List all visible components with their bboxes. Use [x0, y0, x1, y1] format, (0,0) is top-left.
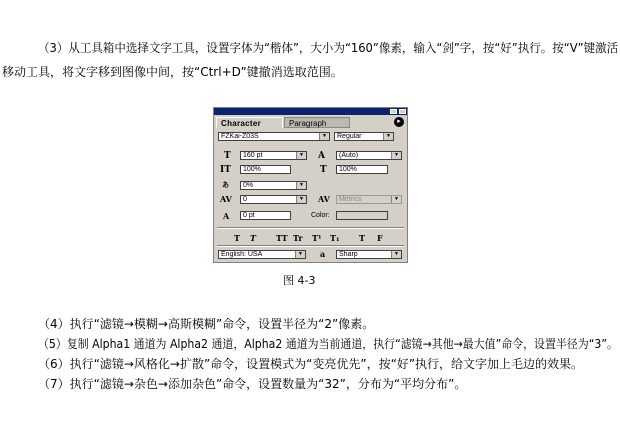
close-icon[interactable] — [399, 109, 406, 114]
leading-value: (Auto) — [339, 152, 359, 159]
baseline-shift-field[interactable] — [240, 211, 291, 220]
paragraph-5: （5）复制 Alpha1 通道为 Alpha2 通道，Alpha2 通道为当前通道，执行“滤镜→其他→最大值”命令，设置半径为“3”。 — [38, 337, 618, 351]
chevron-down-icon: ▼ — [296, 152, 306, 159]
palette-menu-icon[interactable]: ▸ — [394, 117, 404, 127]
baseline-shift-value: 0 pt — [243, 212, 255, 219]
language-select[interactable] — [218, 250, 306, 259]
chevron-down-icon: ▼ — [296, 182, 306, 189]
paragraph-7: （7）执行“滤镜→杂色→添加杂色”命令，设置数量为“32”，分布为“平均分布”。 — [38, 377, 467, 391]
font-size-field[interactable] — [240, 151, 307, 160]
vertical-scale-icon: IT — [220, 165, 231, 175]
chevron-down-icon: ▼ — [296, 196, 306, 203]
vertical-scale-value: 100% — [243, 166, 261, 173]
subscript-button[interactable]: T₁ — [330, 233, 340, 243]
horizontal-scale-field[interactable] — [336, 165, 388, 174]
antialias-value: Sharp — [339, 251, 358, 258]
chevron-down-icon: ▼ — [319, 133, 329, 140]
figure-caption: 图 4-3 — [283, 274, 316, 287]
kerning-field[interactable] — [240, 195, 307, 204]
language-value: English: USA — [221, 251, 263, 258]
paragraph-6: （6）执行“滤镜→风格化→扩散”命令，设置模式为“变亮优先”，按“好”执行，给文字加上毛边的效果。 — [38, 357, 584, 371]
divider — [217, 227, 404, 229]
kerning-icon: AV — [220, 194, 232, 204]
tab-character[interactable]: Character — [216, 117, 283, 128]
paragraph-4: （4）执行“滤镜→模糊→高斯模糊”命令，设置半径为“2”像素。 — [38, 317, 375, 331]
chevron-down-icon: ▼ — [391, 196, 401, 203]
paragraph-3-line-1: （3）从工具箱中选择文字工具，设置字体为“楷体”，大小为“160”像素，输入“剑”字，按“好”执行。按“V”键激活 — [38, 41, 619, 55]
paragraph-3-line-2: 移动工具，将文字移到图像中间，按“Ctrl+D”键撤消选取范围。 — [2, 65, 343, 79]
font-style-value: Regular — [337, 133, 362, 140]
kerning-value: 0 — [243, 196, 247, 203]
faux-italic-button[interactable]: T — [250, 233, 256, 243]
color-label: Color: — [311, 212, 330, 219]
chevron-down-icon: ▼ — [383, 133, 393, 140]
leading-icon: A — [318, 151, 325, 161]
antialias-select[interactable] — [336, 250, 402, 259]
tracking-field[interactable] — [336, 195, 402, 204]
leading-field[interactable] — [336, 151, 402, 160]
font-style-select[interactable] — [334, 132, 394, 141]
tracking-icon: AV — [318, 194, 330, 204]
faux-bold-button[interactable]: T — [234, 233, 240, 243]
divider — [217, 245, 404, 247]
all-caps-button[interactable]: TT — [276, 233, 288, 243]
tracking-value: Metrics — [339, 196, 362, 203]
small-caps-button[interactable]: Tr — [293, 233, 303, 243]
horizontal-scale-value: 100% — [339, 166, 357, 173]
baseline-shift-icon: A — [223, 211, 230, 221]
horizontal-scale-icon: T — [320, 165, 327, 175]
font-family-value: FZKai-Z03S — [221, 133, 259, 140]
chevron-down-icon: ▼ — [295, 251, 305, 258]
color-swatch[interactable] — [336, 211, 388, 220]
font-size-icon: T — [224, 151, 231, 161]
minimize-icon[interactable] — [390, 109, 397, 114]
antialias-icon: a — [320, 249, 326, 259]
vertical-scale-field[interactable] — [240, 165, 291, 174]
tsume-icon: あ — [222, 180, 229, 189]
palette-tabs — [216, 116, 405, 128]
tsume-value: 0% — [243, 182, 254, 189]
superscript-button[interactable]: T¹ — [312, 233, 322, 243]
chevron-down-icon: ▼ — [391, 251, 401, 258]
font-size-value: 160 pt — [243, 152, 263, 159]
underline-button[interactable]: T — [359, 233, 365, 243]
tab-paragraph[interactable]: Paragraph — [284, 117, 350, 128]
tsume-field[interactable] — [240, 181, 307, 190]
chevron-down-icon: ▼ — [391, 152, 401, 159]
font-family-select[interactable] — [218, 132, 330, 141]
character-palette — [213, 107, 408, 263]
palette-titlebar — [214, 108, 407, 115]
strikethrough-button[interactable]: F — [377, 233, 383, 243]
